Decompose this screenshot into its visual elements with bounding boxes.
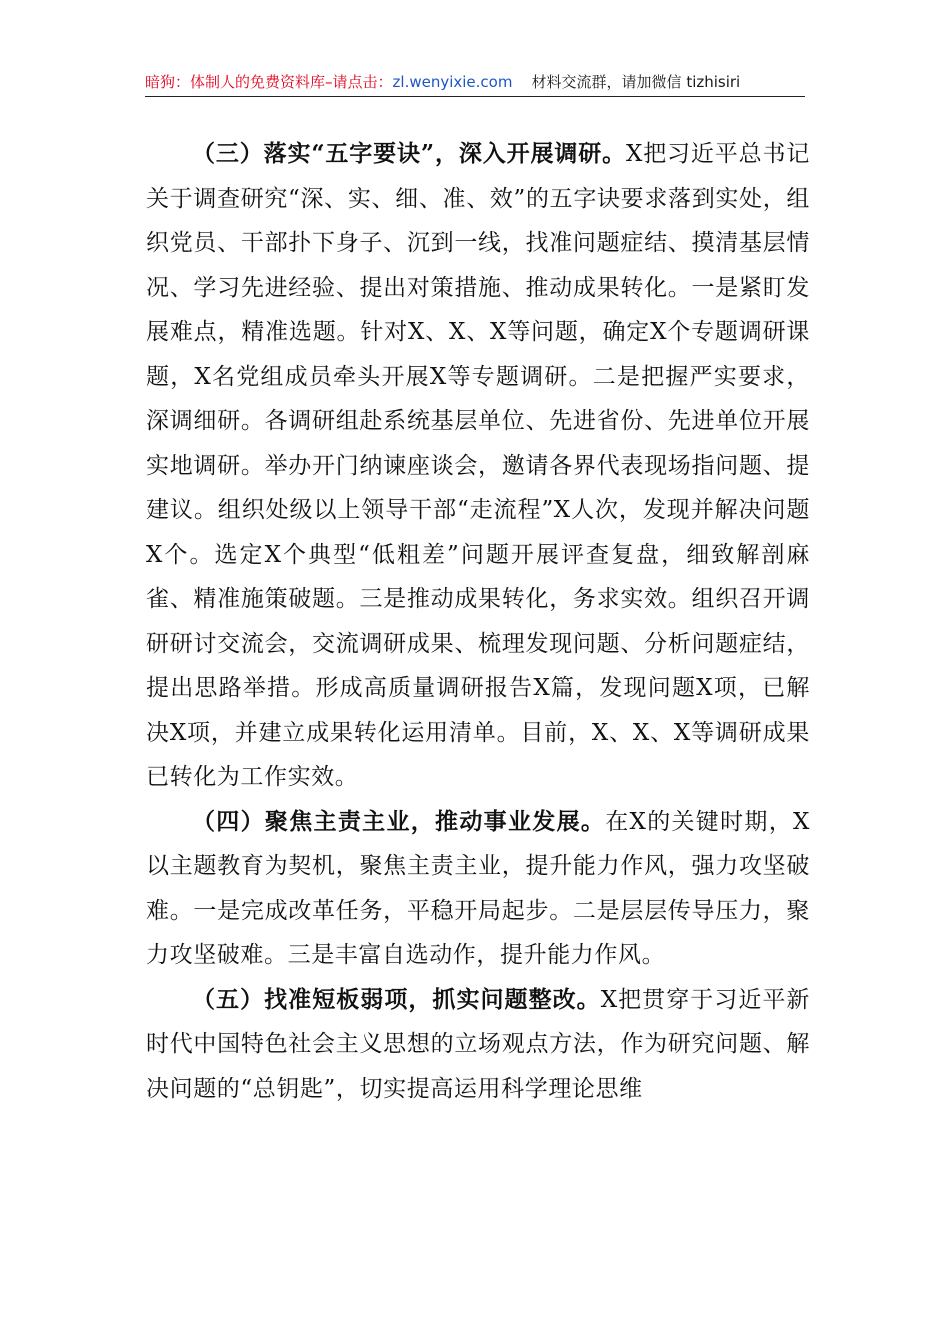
paragraph-heading: （四）聚焦主责主业，推动事业发展。 <box>192 807 606 835</box>
document-body <box>146 132 810 1111</box>
header-divider <box>145 96 805 97</box>
paragraph-5 <box>146 978 810 1112</box>
page-header <box>145 68 805 96</box>
paragraph-text: X把贯穿于习近平新时代中国特色社会主义思想的立场观点方法，作为研究问题、解决问题的“总钥匙”，切实提高运用科学理论思维 <box>146 986 811 1102</box>
header-link[interactable]: zl.wenyixie.com <box>392 73 513 91</box>
paragraph-3 <box>146 132 810 800</box>
paragraph-heading: （三）落实“五字要诀”，深入开展调研。 <box>192 140 626 167</box>
paragraph-text: 在X的关键时期，X以主题教育为契机，聚焦主责主业，提升能力作风，强力攻坚破难。一是完成改革任务，平稳开局起步。二是层层传导压力，聚力攻坚破难。三是丰富自选动作，提升能力作风。 <box>146 808 810 968</box>
header-prompt: –请点击： <box>325 73 393 91</box>
paragraph-4 <box>146 800 810 978</box>
header-contact: 材料交流群，请加微信 tizhisiri <box>531 73 741 91</box>
paragraph-heading: （五）找准短板弱项，抓实问题整改。 <box>192 985 601 1013</box>
paragraph-text: X把习近平总书记关于调查研究“深、实、细、准、效”的五字诀要求落到实处，组织党员、干部扑下身子、沉到一线，找准问题症结、摸清基层情况、学习先进经验、提出对策措施、推动成果转化。一是紧盯发展难点，精准选题。针对X、X、X等问题，确定X个专题调研课题，X名党组成员牵头开展X等专题调研。二是把握严实要求，深调细研。各调研组赴系统基层单位、先进省份、先进单位开展实地调研。举办开门纳谏座谈会，邀请各界代表现场指问题、提建议。组织处级以上领导干部“走流程”X人次，发现并解决问题X个。选定X个典型“低粗差”问题开展评查复盘，细致解剖麻雀、精准施策破题。三是推动成果转化，务求实效。组织召开调研研讨交流会，交流调研成果、梳理发现问题、分析问题症结，提出思路举措。形成高质量调研报告X篇，发现问题X项，已解决X项，并建立成果转化运用清单。目前，X、X、X等调研成果已转化为工作实效。 <box>146 141 810 790</box>
header-brand: 暗狗：体制人的免费资料库 <box>145 73 326 91</box>
